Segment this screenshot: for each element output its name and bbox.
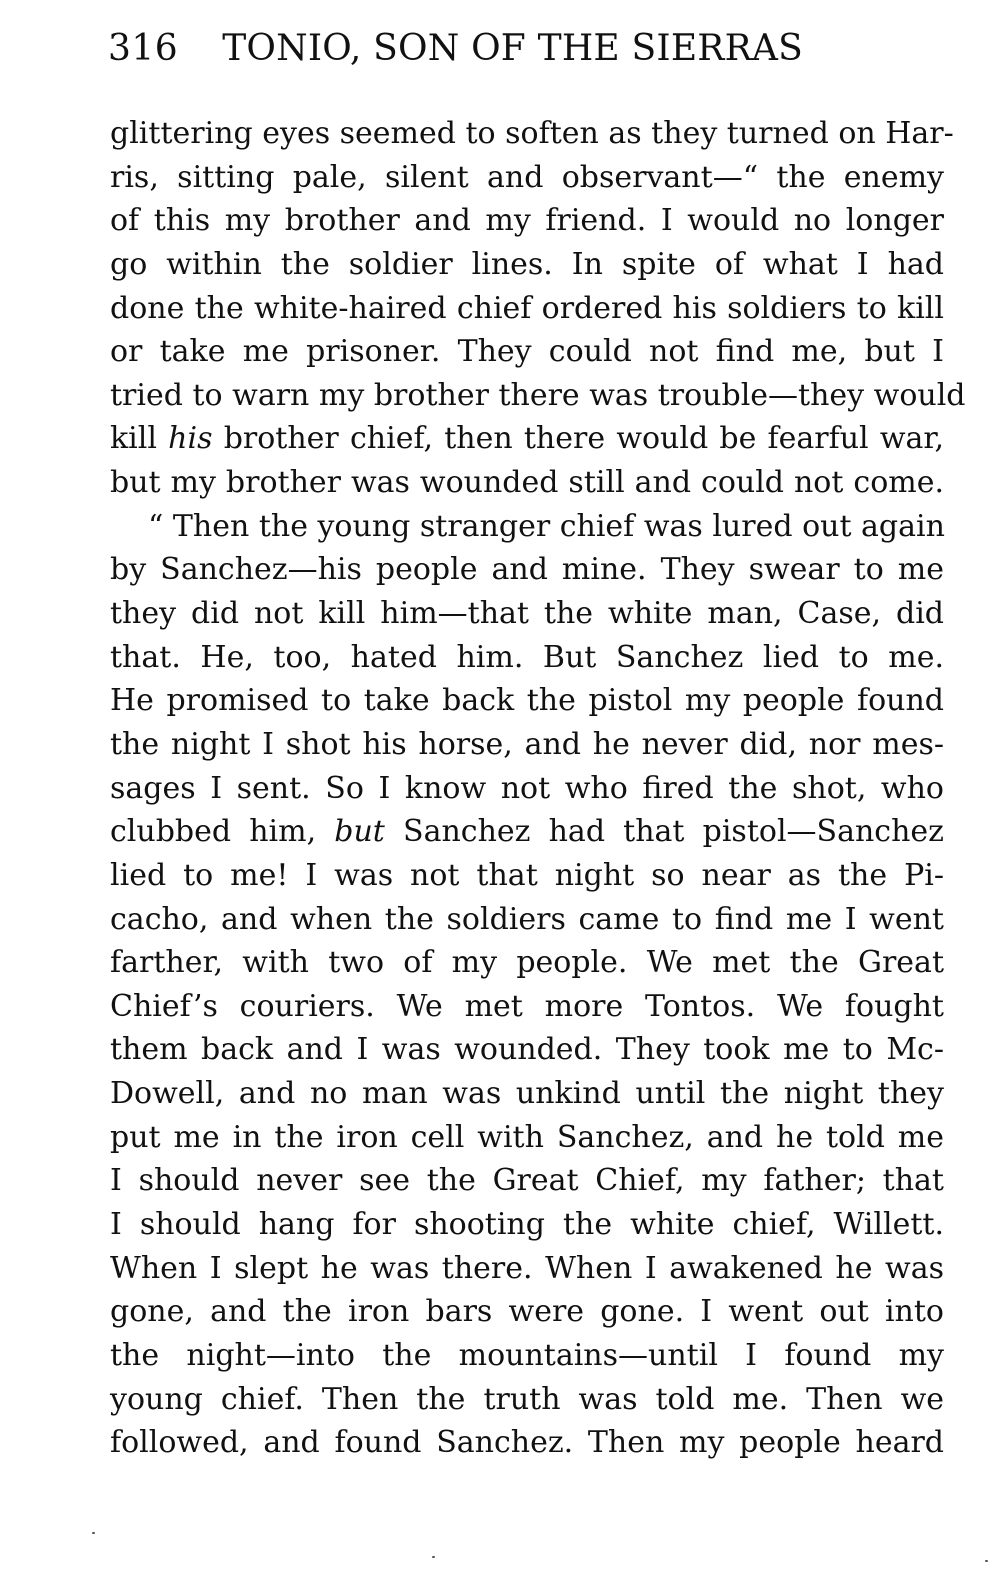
- text-line: but my brother was wounded still and could not come.: [110, 465, 944, 501]
- text-line: “ Then the young stranger chief was lured out again: [148, 508, 945, 544]
- text-segment: Sanchez had that pistol—Sanchez: [384, 814, 944, 850]
- text-line: done the white-haired chief ordered his soldiers to kill: [110, 290, 944, 326]
- italic-emphasis: his: [168, 421, 213, 457]
- italic-emphasis: but: [334, 814, 385, 850]
- text-line: young chief. Then the truth was told me. Then we: [110, 1381, 944, 1417]
- text-line: Chief’s couriers. We met more Tontos. We fought: [110, 988, 944, 1024]
- page-number: 316: [108, 28, 179, 69]
- text-line: the night I shot his horse, and he never did, nor mes-: [110, 726, 944, 762]
- text-line: cacho, and when the soldiers came to find me I went: [110, 901, 944, 937]
- text-line: that. He, too, hated him. But Sanchez lied to me.: [110, 639, 944, 675]
- text-line: I should never see the Great Chief, my father; that: [110, 1163, 944, 1199]
- print-speck: [432, 1556, 435, 1558]
- text-line: [110, 417, 944, 461]
- text-line: He promised to take back the pistol my people found: [110, 683, 944, 719]
- body-text: [110, 112, 966, 1465]
- text-line: gone, and the iron bars were gone. I went out into: [110, 1294, 944, 1330]
- text-line: or take me prisoner. They could not find me, but I: [110, 334, 944, 370]
- text-line: sages I sent. So I know not who fired the shot, who: [110, 770, 944, 806]
- text-line: of this my brother and my friend. I would no longer: [110, 203, 944, 239]
- text-line: by Sanchez—his people and mine. They swear to me: [110, 552, 944, 588]
- text-line: them back and I was wounded. They took me to Mc-: [110, 1032, 944, 1068]
- print-speck: [985, 1560, 988, 1562]
- text-line: followed, and found Sanchez. Then my people heard: [110, 1425, 944, 1461]
- running-title: TONIO, SON OF THE SIERRAS: [222, 28, 803, 69]
- text-line: they did not kill him—that the white man, Case, did: [110, 596, 944, 632]
- text-line: the night—into the mountains—until I found my: [110, 1337, 944, 1373]
- text-line: I should hang for shooting the white chief, Willett.: [110, 1207, 944, 1243]
- text-line: put me in the iron cell with Sanchez, and he told me: [110, 1119, 944, 1155]
- text-line: ris, sitting pale, silent and observant—“ the enemy: [110, 159, 944, 195]
- text-line: lied to me! I was not that night so near as the Pi-: [110, 857, 944, 893]
- text-line: Dowell, and no man was unkind until the night they: [110, 1076, 944, 1112]
- print-speck: [92, 1532, 95, 1534]
- text-line: glittering eyes seemed to soften as they turned on Har-: [110, 116, 954, 151]
- text-segment: clubbed him,: [110, 814, 335, 850]
- text-segment: brother chief, then there would be fearful war,: [212, 421, 944, 457]
- text-segment: kill: [110, 421, 169, 457]
- text-line: farther, with two of my people. We met the Great: [110, 945, 944, 981]
- text-line: tried to warn my brother there was trouble—they would: [110, 377, 966, 413]
- text-line: When I slept he was there. When I awakened he was: [110, 1250, 944, 1286]
- text-line: [110, 810, 944, 854]
- running-head: [108, 28, 868, 84]
- text-line: go within the soldier lines. In spite of what I had: [110, 246, 944, 282]
